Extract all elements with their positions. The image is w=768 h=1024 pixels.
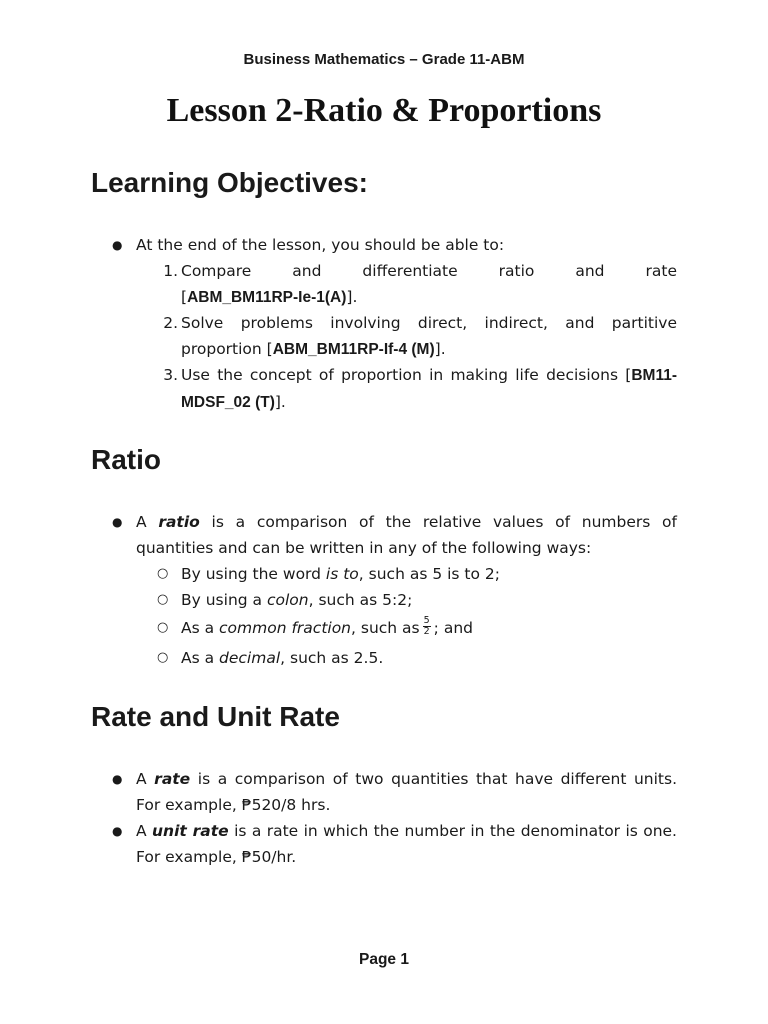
ratio-way-post: , such as 5:2; <box>308 591 413 609</box>
document-header: Business Mathematics – Grade 11-ABM <box>243 51 525 68</box>
ratio-way <box>181 615 677 641</box>
ratio-way-em: decimal <box>219 649 281 667</box>
rate-def-pre: A <box>136 770 147 788</box>
objective-text: Solve problems involving direct, indirect, and partitive proportion <box>181 314 677 358</box>
ratio-way-pre: As a <box>181 619 220 637</box>
ratio-way-pre: As a <box>181 649 220 667</box>
ratio-way-pre: By using a <box>181 591 267 609</box>
fraction-denominator: 2 <box>423 626 430 637</box>
circle-bullet-icon: ○ <box>157 592 169 607</box>
objective-text: Use the concept of proportion in making life decisions <box>181 366 619 384</box>
ratio-way-em: is to <box>325 565 359 583</box>
circle-bullet-icon: ○ <box>157 620 169 635</box>
ratio-way-post: , such as 2.5. <box>280 649 384 667</box>
objective-item: Use the concept of proportion in making life decisions [BM11-MDSF_02 (T)]. <box>181 366 677 411</box>
rate-term: rate <box>154 770 191 788</box>
objective-number: 1. <box>163 262 178 280</box>
objective-item <box>181 258 677 284</box>
objective-number: 2. <box>163 314 178 332</box>
objective-number: 3. <box>163 366 178 384</box>
objective-code: BM11-MDSF_02 (T) <box>181 367 677 411</box>
bullet-icon: ● <box>112 772 123 786</box>
unit-rate-def-pre: A <box>136 822 147 840</box>
unit-rate-term: unit rate <box>152 822 229 840</box>
ratio-way-after: ; and <box>433 619 473 637</box>
unit-rate-def-text: is a rate in which the number in the denominator is one. For example, ₱50/hr. <box>136 822 677 866</box>
ratio-term: ratio <box>158 513 200 531</box>
circle-bullet-icon: ○ <box>157 566 169 581</box>
rate-heading: Rate and Unit Rate <box>91 701 340 732</box>
rate-def-text: is a comparison of two quantities that have different units. For example, ₱520/8 hrs. <box>136 770 678 814</box>
ratio-way-post: , such as <box>351 619 420 637</box>
ratio-def-pre: A <box>136 513 147 531</box>
bullet-icon: ● <box>112 824 123 838</box>
fraction <box>423 616 431 637</box>
objective-item: Solve problems involving direct, indirect, and partitive proportion [ABM_BM11RP-If-4 (M)]. <box>181 314 677 358</box>
page-title: Lesson 2-Ratio & Proportions <box>166 92 602 129</box>
objective-text: Compare and differentiate ratio and rate <box>181 262 677 280</box>
ratio-way-post: , such as 5 is to 2; <box>358 565 500 583</box>
unit-rate-definition <box>136 818 677 870</box>
objective-code-line: [ABM_BM11RP-Ie-1(A)]. <box>181 288 358 306</box>
ratio-way <box>181 645 677 671</box>
ratio-def-text: is a comparison of the relative values of numbers of quantities and can be written in any of the following ways: <box>136 513 677 557</box>
objective-code: ABM_BM11RP-If-4 (M) <box>272 341 435 358</box>
ratio-way-em: colon <box>266 591 309 609</box>
ratio-way <box>181 561 677 587</box>
objectives-heading: Learning Objectives: <box>91 167 368 198</box>
fraction-numerator: 5 <box>423 615 430 626</box>
bullet-icon: ● <box>112 238 123 252</box>
ratio-way-em: common fraction <box>219 619 352 637</box>
ratio-way-pre: By using the word <box>181 565 326 583</box>
circle-bullet-icon: ○ <box>157 650 169 665</box>
rate-definition <box>136 766 677 818</box>
ratio-way <box>181 587 677 613</box>
ratio-definition <box>136 509 677 561</box>
ratio-heading: Ratio <box>91 444 161 475</box>
bullet-icon: ● <box>112 515 123 529</box>
objectives-intro: At the end of the lesson, you should be able to: <box>136 236 505 254</box>
objective-code: ABM_BM11RP-Ie-1(A) <box>187 289 347 306</box>
page-number: Page 1 <box>359 951 409 968</box>
